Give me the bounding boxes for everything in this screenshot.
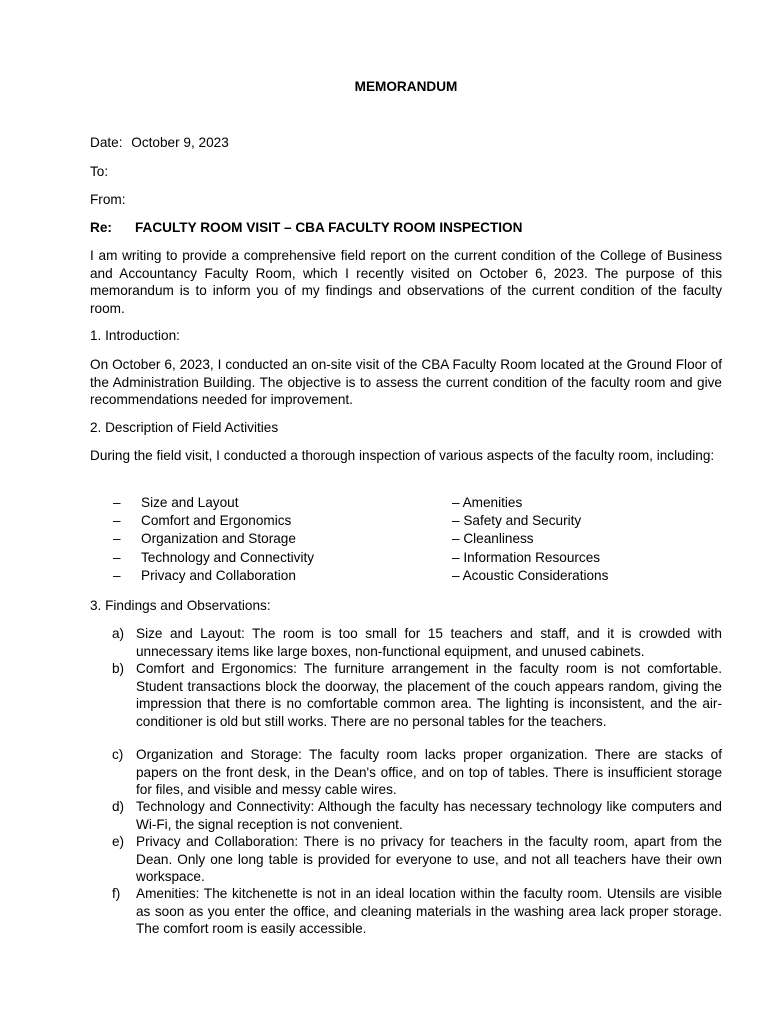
finding-item [112,798,722,833]
finding-item [112,746,722,799]
bullet-dash: – [113,531,121,546]
date-line [90,134,229,152]
finding-item [112,660,722,730]
aspect-label: Privacy and Collaboration [141,568,296,583]
finding-text: Comfort and Ergonomics: The furniture arrangement in the faculty room is not comfortable. Student transactions block the doorway, the placement of the couch appears random, giving the impression that there is no comfortable common area. The lighting is inconsistent, and the air-conditioner is old but still works. There are no personal tables for the teachers. [136,661,722,729]
aspect-item [113,530,296,548]
aspect-item [113,512,291,530]
bullet-dash: – [113,550,121,565]
date-value: October 9, 2023 [131,135,229,150]
bullet-dash: – [113,513,121,528]
aspect-label: Organization and Storage [141,531,296,546]
finding-item [112,833,722,886]
aspect-item [113,549,314,567]
aspect-item [113,567,296,585]
activities-text: During the field visit, I conducted a thorough inspection of various aspects of the faculty room, including: [90,448,715,463]
activities-heading: 2. Description of Field Activities [90,420,279,435]
finding-text: Privacy and Collaboration: There is no privacy for teachers in the faculty room, apart from the Dean. Only one long table is provided for everyone to use, and not all teachers have their own workspace. [136,834,722,884]
finding-item [112,885,722,938]
aspect-item: – Cleanliness [452,531,534,546]
aspect-item [113,494,239,512]
re-label: Re: [90,220,112,235]
introduction-heading: 1. Introduction: [90,328,180,343]
introduction-text: On October 6, 2023, I conducted an on-site visit of the CBA Faculty Room located at the Ground Floor of the Administration Building. The objective is to assess the current condition of the faculty room and give recommendations needed for improvement. [90,357,722,407]
from-label: From: [90,192,126,207]
aspect-label: Comfort and Ergonomics [141,513,292,528]
finding-marker: d) [112,799,125,814]
finding-text: Size and Layout: The room is too small for 15 teachers and staff, and it is crowded with unnecessary items like large boxes, non-functional equipment, and unused cabinets. [136,626,722,659]
finding-marker: e) [112,834,125,849]
aspect-item: – Acoustic Considerations [452,568,609,583]
memo-title: MEMORANDUM [354,79,458,94]
aspect-item: – Amenities [452,495,523,510]
finding-marker: b) [112,661,125,676]
bullet-dash: – [113,495,121,510]
finding-marker: a) [112,626,125,641]
from-line [90,191,126,209]
finding-item [112,625,722,660]
finding-marker: f) [112,886,121,901]
aspect-item: – Safety and Security [452,513,582,528]
aspect-label: Technology and Connectivity [141,550,315,565]
to-line [90,163,108,181]
finding-text: Organization and Storage: The faculty room lacks proper organization. There are stacks of papers on the front desk, in the Dean's office, and on top of tables. There is insufficient storage for files, and visible and messy cable wires. [136,747,722,797]
re-value: FACULTY ROOM VISIT – CBA FACULTY ROOM INSPECTION [135,220,523,235]
aspect-item: – Information Resources [452,550,601,565]
date-label: Date: [90,135,123,150]
to-label: To: [90,164,109,179]
finding-text: Technology and Connectivity: Although the faculty has necessary technology like computers and Wi-Fi, the signal reception is not convenient. [136,799,722,832]
finding-marker: c) [112,747,124,762]
subject-line [90,219,522,237]
finding-text: Amenities: The kitchenette is not in an ideal location within the faculty room. Utensils are visible as soon as you enter the office, and cleaning materials in the washing area lack proper storage. The comfort room is easily accessible. [136,886,722,936]
aspect-label: Size and Layout [141,495,239,510]
intro-paragraph: I am writing to provide a comprehensive field report on the current condition of the College of Business and Accountancy Faculty Room, which I recently visited on October 6, 2023. The purpose of this memorandum is to inform you of my findings and observations of the current condition of the faculty room. [90,248,722,316]
findings-heading: 3. Findings and Observations: [90,598,271,613]
bullet-dash: – [113,568,121,583]
